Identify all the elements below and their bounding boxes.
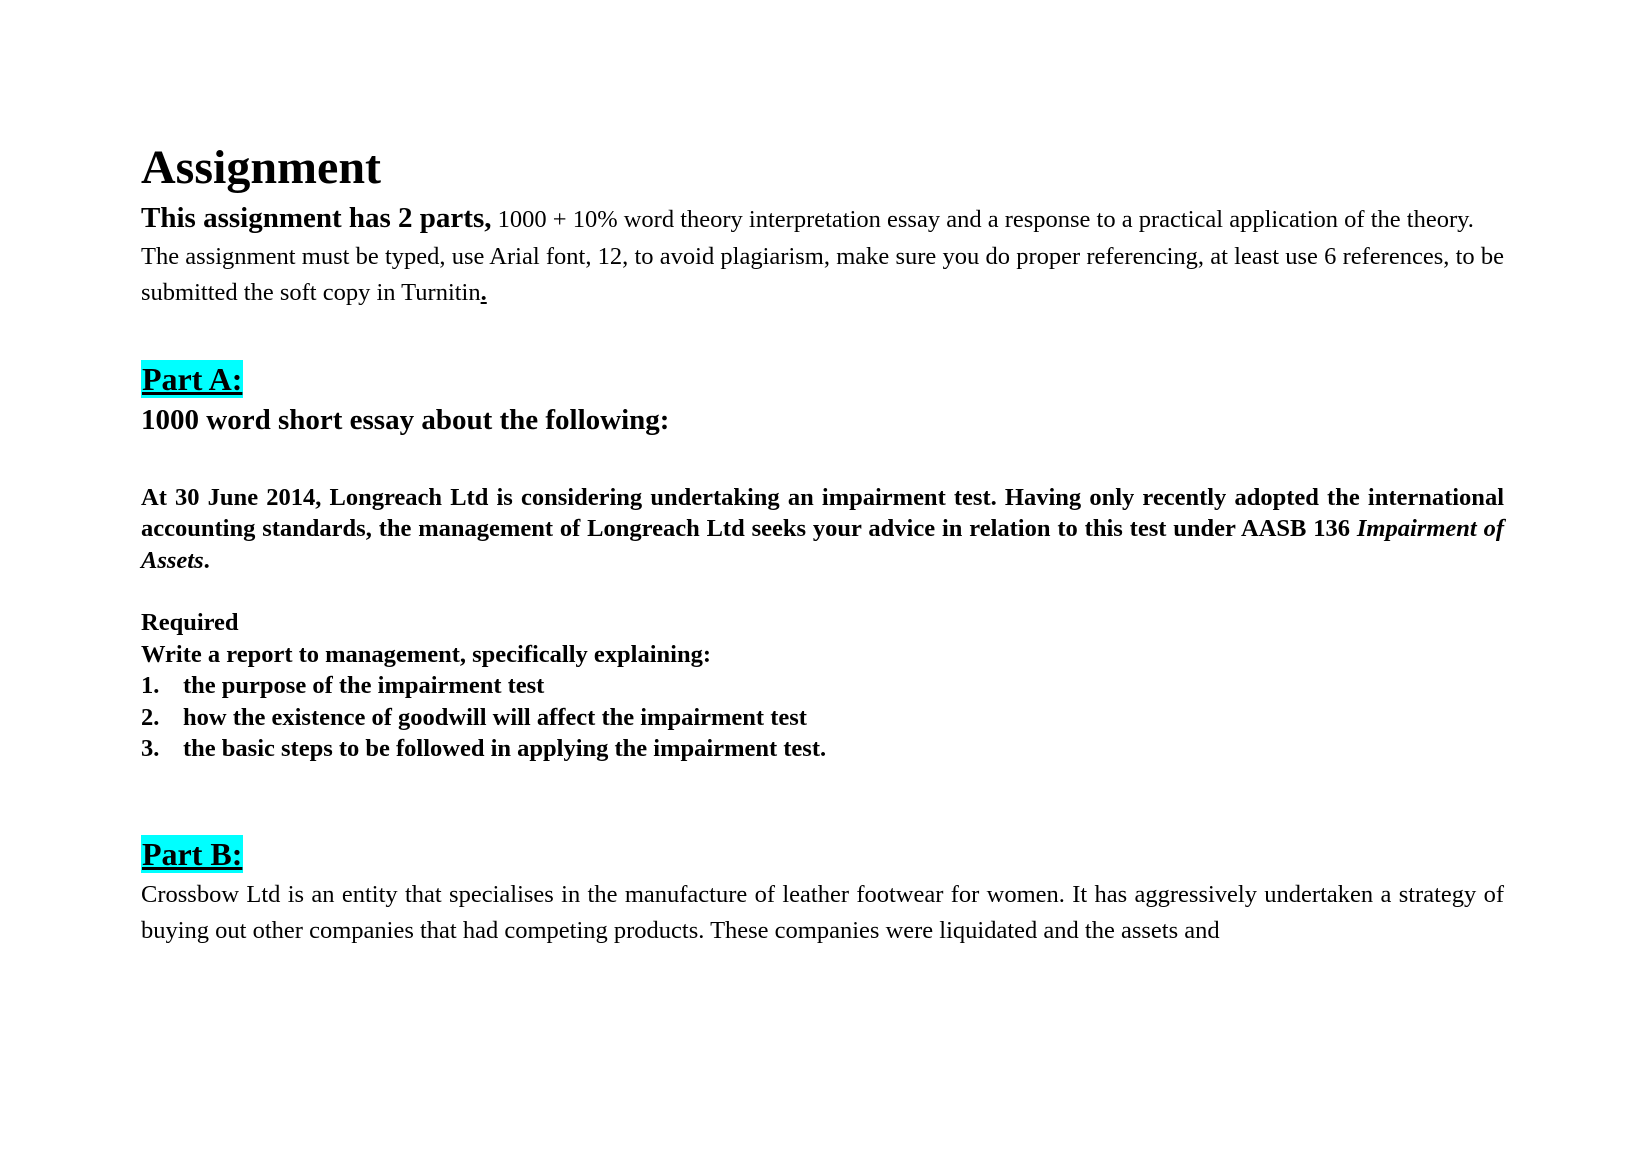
scenario-end: .: [203, 546, 210, 574]
instructions-text: The assignment must be typed, use Arial font, 12, to avoid plagiarism, make sure you do proper referencing, at least use 6 references, to be submitted the soft copy in Turnitin: [141, 242, 1504, 306]
instructions-paragraph: [141, 239, 1504, 312]
page-title: Assignment: [141, 141, 382, 194]
part-b-paragraph: Crossbow Ltd is an entity that specialises in the manufacture of leather footwear for women. It has aggressively undertaken a strategy of buying out other companies that had competing products. These companies were liquidated and the assets and: [141, 880, 1504, 944]
list-item-text: how the existence of goodwill will affect the impairment test: [183, 703, 807, 731]
list-item: [141, 702, 1504, 734]
required-list: [141, 670, 1504, 765]
standard-title: Impairment of Assets: [141, 515, 1504, 574]
scenario-text: At 30 June 2014, Longreach Ltd is considering undertaking an impairment test. Having only recently adopted the international accounting standards, the management of Longreach Ltd seeks your advice in relation to this test under AASB 136: [141, 483, 1504, 542]
list-item-text: the basic steps to be followed in applying the impairment test.: [183, 735, 827, 762]
intro-lead: This assignment has 2 parts,: [141, 202, 492, 234]
part-b-heading: Part B:: [142, 835, 243, 872]
list-item-number: 1.: [141, 672, 160, 699]
list-item-number: 2.: [141, 703, 160, 731]
part-a-subheading: 1000 word short essay about the following:: [141, 403, 670, 436]
required-label: Required: [141, 609, 239, 636]
list-item: [141, 670, 1504, 702]
scenario-paragraph: [141, 482, 1504, 577]
list-item-number: 3.: [141, 735, 160, 762]
required-intro: Write a report to management, specifically explaining:: [141, 640, 711, 668]
intro-paragraph: [141, 200, 1504, 239]
list-item-text: the purpose of the impairment test: [183, 672, 545, 699]
part-a-section: [141, 360, 1504, 765]
part-b-section: [141, 835, 1504, 950]
intro-rest: 1000 + 10% word theory interpretation essay and a response to a practical application of the theory.: [491, 206, 1474, 233]
instructions-end-mark: .: [480, 279, 487, 306]
part-a-heading: Part A:: [142, 360, 243, 397]
list-item: [141, 733, 1504, 765]
document-page: [141, 140, 1504, 950]
